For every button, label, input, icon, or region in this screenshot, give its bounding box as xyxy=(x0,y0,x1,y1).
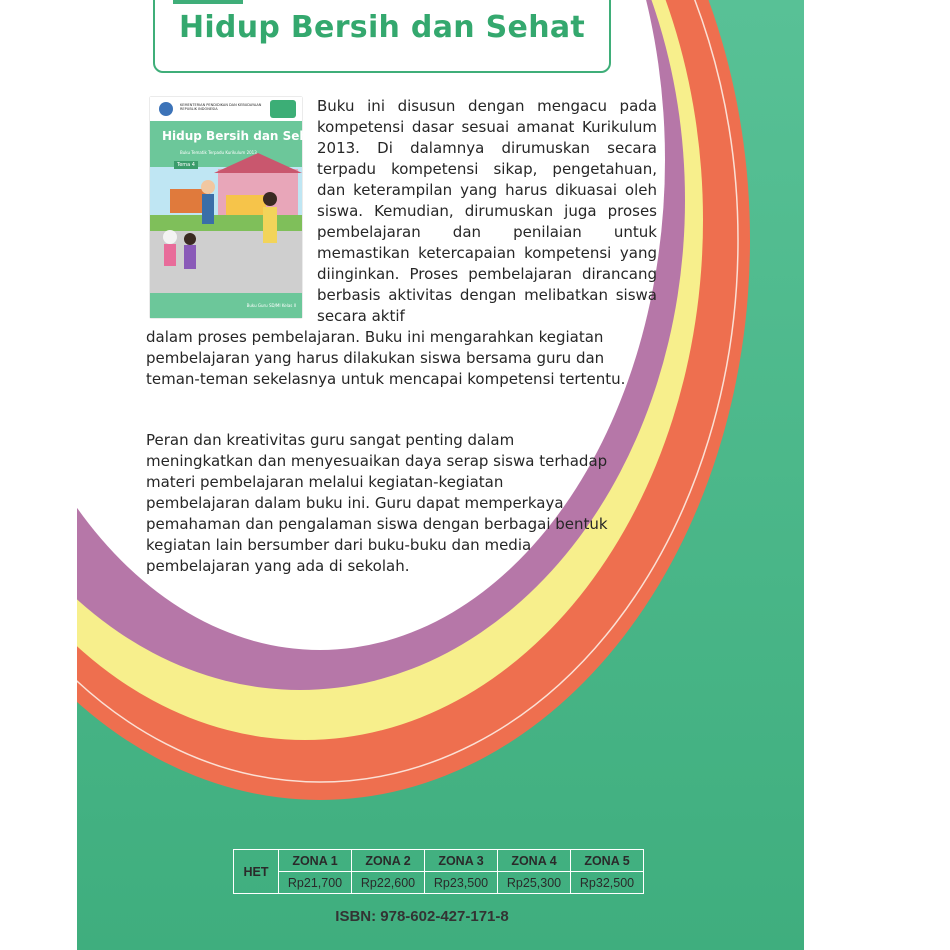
zone-header: ZONA 1 xyxy=(279,850,352,872)
paragraph-1-wrapped: Buku ini disusun dengan mengacu pada kompetensi dasar sesuai amanat Kurikulum 2013. Di dalamnya dirumuskan secara terpadu kompetensi sikap, pengetahuan, dan keterampilan yang harus dikuasai oleh siswa. Kemudian, dirumuskan juga proses pembelajaran dan penilaian untuk memastikan ketercapaian kompetensi yang diinginkan. Proses pembelajaran dirancang berbasis aktivitas dengan melibatkan siswa secara aktif xyxy=(317,97,657,325)
zone-price: Rp32,500 xyxy=(571,872,644,894)
cover-publisher: KEMENTERIAN PENDIDIKAN DAN KEBUDAYAAN REPUBLIK INDONESIA xyxy=(180,103,262,111)
zone-price: Rp23,500 xyxy=(425,872,498,894)
price-table-label: HET xyxy=(234,850,279,894)
zone-price: Rp22,600 xyxy=(352,872,425,894)
cover-title: Hidup Bersih dan Sehat xyxy=(162,129,322,143)
title-box xyxy=(153,0,611,73)
cover-theme-badge: Tema 4 xyxy=(174,161,198,169)
zone-price: Rp25,300 xyxy=(498,872,571,894)
title-tab xyxy=(173,0,243,4)
book-cover-thumbnail xyxy=(150,97,322,318)
zone-header: ZONA 3 xyxy=(425,850,498,872)
zone-header: ZONA 2 xyxy=(352,850,425,872)
cover-footer: Buku Guru SD/MI Kelas II xyxy=(246,303,296,308)
paragraph-2: Peran dan kreativitas guru sangat penting dalam meningkatkan dan menyesuaikan daya serap siswa terhadap materi pembelajaran melalui kegiatan-kegiatan pembelajaran dalam buku ini. Guru dapat memperkaya pemahaman dan pengalaman siswa dengan berbagai bentuk kegiatan lain bersumber dari buku-buku dan media pembelajaran yang ada di sekolah. xyxy=(146,431,608,575)
zone-header: ZONA 4 xyxy=(498,850,571,872)
cover-subtitle: Buku Tematik Terpadu Kurikulum 2013 xyxy=(180,150,257,155)
isbn: ISBN: 978-602-427-171-8 xyxy=(335,908,509,925)
zone-header: ZONA 5 xyxy=(571,850,644,872)
zone-price: Rp21,700 xyxy=(279,872,352,894)
book-title: Hidup Bersih dan Sehat xyxy=(178,10,586,45)
paragraph-1-continued: dalam proses pembelajaran. Buku ini mengarahkan kegiatan pembelajaran yang harus dilakukan siswa bersama guru dan teman-teman sekelasnya untuk mencapai kompetensi tertentu. xyxy=(146,328,626,388)
price-table xyxy=(233,849,644,894)
